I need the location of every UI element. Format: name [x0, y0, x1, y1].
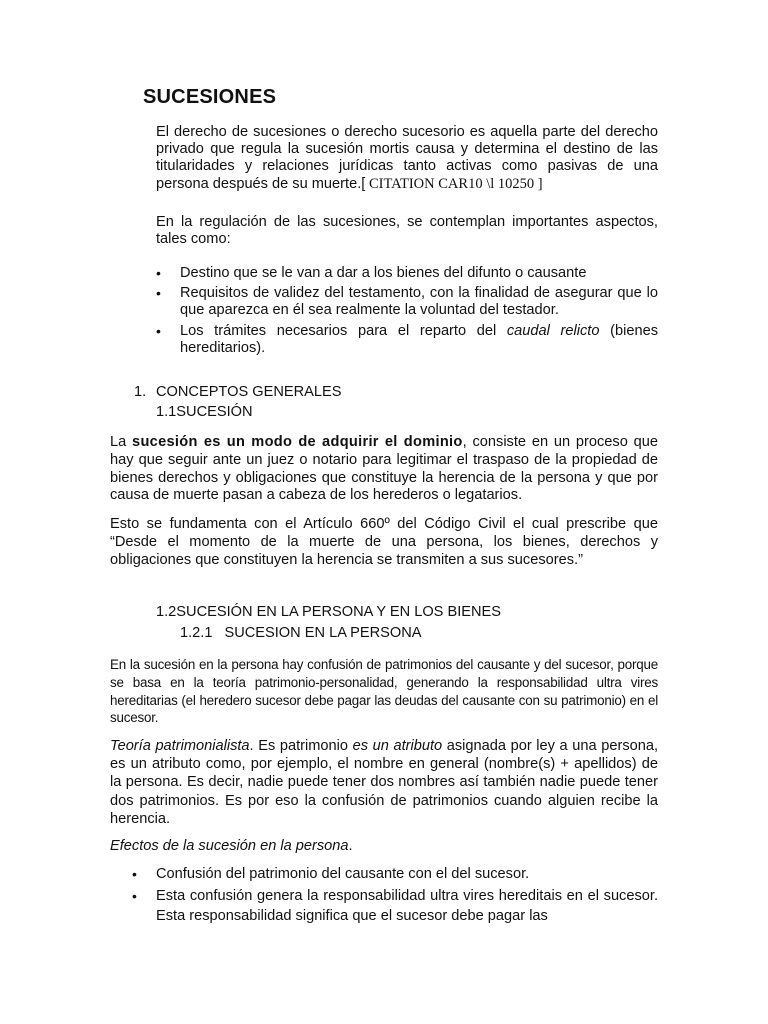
list-item: • Los trámites necesarios para el reparto del caudal relicto (bienes hereditarios).	[156, 322, 658, 356]
teoria-paragraph: Teoría patrimonialista. Es patrimonio es un atributo asignada por ley a una persona, es un atributo como, por ejemplo, el nombre en general (nombre(s) + apellidos) de la persona. Es decir, nadie puede tener dos nombres así también nadie puede tener dos patrimonios. Es por eso la confusión de patrimonios cuando alguien recibe la herencia.	[110, 738, 659, 827]
section-heading: 1. CONCEPTOS GENERALES	[134, 384, 342, 400]
bullet-icon: •	[156, 265, 161, 281]
list-item: • Esta confusión genera la responsabilidad ultra vires hereditais en el sucesor. Esta responsabilidad significa que el sucesor debe pagar las	[132, 888, 658, 925]
citation-field: CITATION CAR10 \l 10250 ]	[365, 175, 543, 192]
bullet-icon: •	[156, 285, 161, 302]
list-item: • Confusión del patrimonio del causante con el del sucesor.	[132, 866, 530, 882]
confusion-paragraph: En la sucesión en la persona hay confusión de patrimonios del causante y del sucesor, porque se basa en la teoría patrimonio-personalidad, generando la responsabilidad ultra vires hereditarias (el heredero sucesor debe pagar las deudas del causante con su patrimonio) en el sucesor.	[110, 657, 658, 726]
sucesion-paragraph: La sucesión es un modo de adquirir el dominio, consiste en un proceso que hay que seguir ante un juez o notario para legitimar el traspaso de la propiedad de bienes derechos y obligaciones que constituye la herencia de la persona y que por causa de muerte pasan a cabeza de los herederos o legatarios.	[110, 434, 658, 504]
subsection-heading: 1.1SUCESIÓN	[156, 404, 253, 420]
articulo-paragraph: Esto se fundamenta con el Artículo 660º del Código Civil el cual prescribe que “Desde el momento de la muerte de una persona, los bienes, derechos y obligaciones que constituyen la herencia se transmiten a sus sucesores.”	[110, 516, 658, 568]
intro-bullet-list	[154, 265, 658, 360]
efectos-bullet-list	[130, 866, 658, 929]
efectos-heading: Efectos de la sucesión en la persona.	[110, 838, 353, 854]
intro-paragraph-2: En la regulación de las sucesiones, se contemplan importantes aspectos, tales como:	[156, 214, 658, 248]
bullet-icon: •	[156, 322, 161, 339]
intro-text: El derecho de sucesiones o derecho sucesorio es aquella parte del derecho privado que regula la sucesión mortis causa y determina el destino de las titularidades y relaciones jurídicas tanto activas como pasivas de una persona después de su muerte.[	[156, 124, 658, 192]
intro-paragraph	[156, 124, 658, 193]
subsection-heading-1-2-1: 1.2.1 SUCESION EN LA PERSONA	[180, 625, 422, 641]
bullet-icon: •	[132, 888, 137, 905]
list-item: • Destino que se le van a dar a los bienes del difunto o causante	[156, 265, 587, 281]
document-title: SUCESIONES	[143, 86, 277, 108]
section-heading-1-2: 1.2SUCESIÓN EN LA PERSONA Y EN LOS BIENES	[156, 604, 501, 620]
bullet-icon: •	[132, 866, 137, 882]
list-item: • Requisitos de validez del testamento, con la finalidad de asegurar que lo que aparezca en él sea realmente la voluntad del testador.	[156, 285, 658, 319]
